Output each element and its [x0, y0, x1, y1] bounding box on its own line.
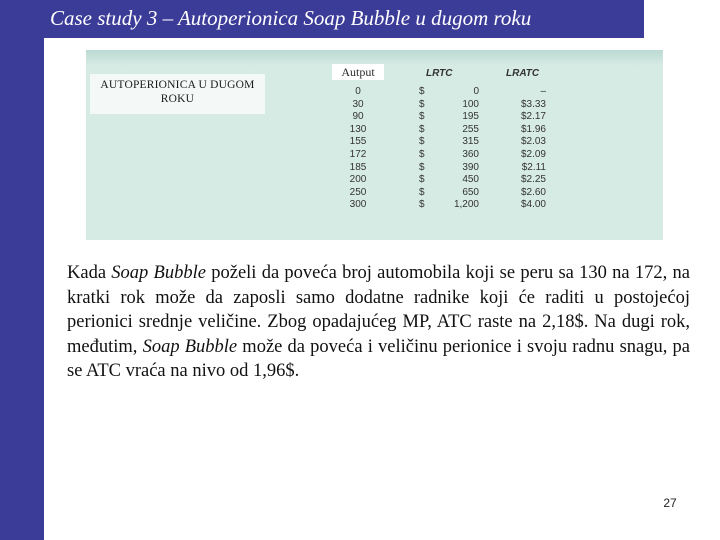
lrtc-value: 450	[462, 174, 479, 186]
table-cell-lratc: $2.25	[520, 174, 546, 186]
table-cell-lrtc	[419, 149, 479, 162]
lrtc-value: 0	[473, 86, 479, 97]
body-seg-2: Soap Bubble	[111, 263, 206, 283]
lrtc-value: 315	[462, 136, 479, 148]
header-lrtc: LRTC	[426, 68, 453, 79]
table-cell-lrtc	[419, 99, 479, 112]
currency-symbol: $	[419, 123, 425, 135]
currency-symbol: $	[419, 174, 425, 186]
table-cell-lrtc	[419, 162, 479, 175]
lrtc-value: 650	[462, 186, 479, 198]
table-cell-output: 90	[352, 111, 364, 123]
lrtc-value: 1,200	[453, 199, 479, 211]
table-cell-lratc: $2.03	[520, 136, 546, 148]
table-cell-lrtc	[419, 199, 479, 212]
body-seg-1: Kada	[67, 263, 112, 283]
slide-title: Case study 3 – Autoperionica Soap Bubble u dugom roku	[50, 6, 532, 30]
body-seg-3: poželi da poveća broj automobila koji se peru sa 130 na 172, na kratki rok može da zaposli samo dodatne radnike koji će raditi u postojećoj perionici srednje veličine. Zbog opadajućeg MP, ATC raste na 2,18$. Na dugi rok, međutim,	[67, 263, 690, 357]
lratc-column	[500, 86, 560, 212]
table-cell-output: 130	[349, 123, 367, 135]
body-seg-5: može da poveća i veličinu perionice i svoju radnu snagu, pa se ATC vraća na nivo od 1,96$.	[67, 336, 690, 382]
table-caption-line-2: ROKU	[160, 93, 195, 105]
currency-symbol: $	[419, 111, 425, 123]
currency-symbol: $	[419, 148, 425, 160]
table-caption	[90, 74, 265, 114]
table-cell-lrtc	[419, 174, 479, 187]
table-cell-lratc: $2.09	[520, 148, 546, 160]
table-cell-lratc: $2.11	[521, 161, 546, 173]
body-seg-4: Soap Bubble	[142, 336, 238, 357]
table-cell-lrtc	[419, 136, 479, 149]
table-cell-output: 185	[349, 161, 367, 173]
table-cell-lratc: $2.60	[520, 186, 546, 198]
currency-symbol: $	[419, 98, 425, 110]
header-output: Autput	[332, 64, 384, 80]
table-cell-lratc: –	[540, 86, 546, 97]
table-cell-output: 300	[349, 199, 367, 211]
table-cell-lrtc	[419, 111, 479, 124]
currency-symbol: $	[419, 161, 425, 173]
header-lratc: LRATC	[506, 68, 540, 79]
table-cell-lrtc	[419, 86, 479, 99]
currency-symbol: $	[419, 199, 425, 211]
lrtc-value: 100	[462, 98, 479, 110]
lrtc-value: 195	[462, 111, 479, 123]
lrtc-value: 255	[462, 123, 479, 135]
table-cell-output: 155	[349, 136, 367, 148]
table-cell-lrtc	[419, 187, 479, 200]
lrtc-value: 390	[462, 161, 479, 173]
page-number: 27	[663, 496, 677, 510]
table-cell-output: 250	[349, 186, 367, 198]
table-cell-lratc: $3.33	[520, 98, 546, 110]
currency-symbol: $	[419, 86, 425, 97]
currency-symbol: $	[419, 136, 425, 148]
table-cell-output: 0	[355, 86, 361, 97]
table-cell-lrtc	[419, 124, 479, 137]
lrtc-value: 360	[462, 148, 479, 160]
table-caption-line-1: AUTOPERIONICA U DUGOM	[100, 79, 255, 91]
lrtc-column	[419, 86, 479, 212]
table-cell-lratc: $2.17	[520, 111, 546, 123]
table-cell-output: 172	[349, 148, 367, 160]
table-cell-lratc: $1.96	[520, 123, 546, 135]
table-cell-output: 30	[352, 98, 364, 110]
body-paragraph	[67, 261, 690, 384]
currency-symbol: $	[419, 186, 425, 198]
output-column	[332, 86, 384, 212]
table-cell-output: 200	[349, 174, 367, 186]
table-cell-lratc: $4.00	[520, 199, 546, 211]
left-accent-bar	[0, 0, 44, 540]
cost-table	[86, 50, 663, 240]
